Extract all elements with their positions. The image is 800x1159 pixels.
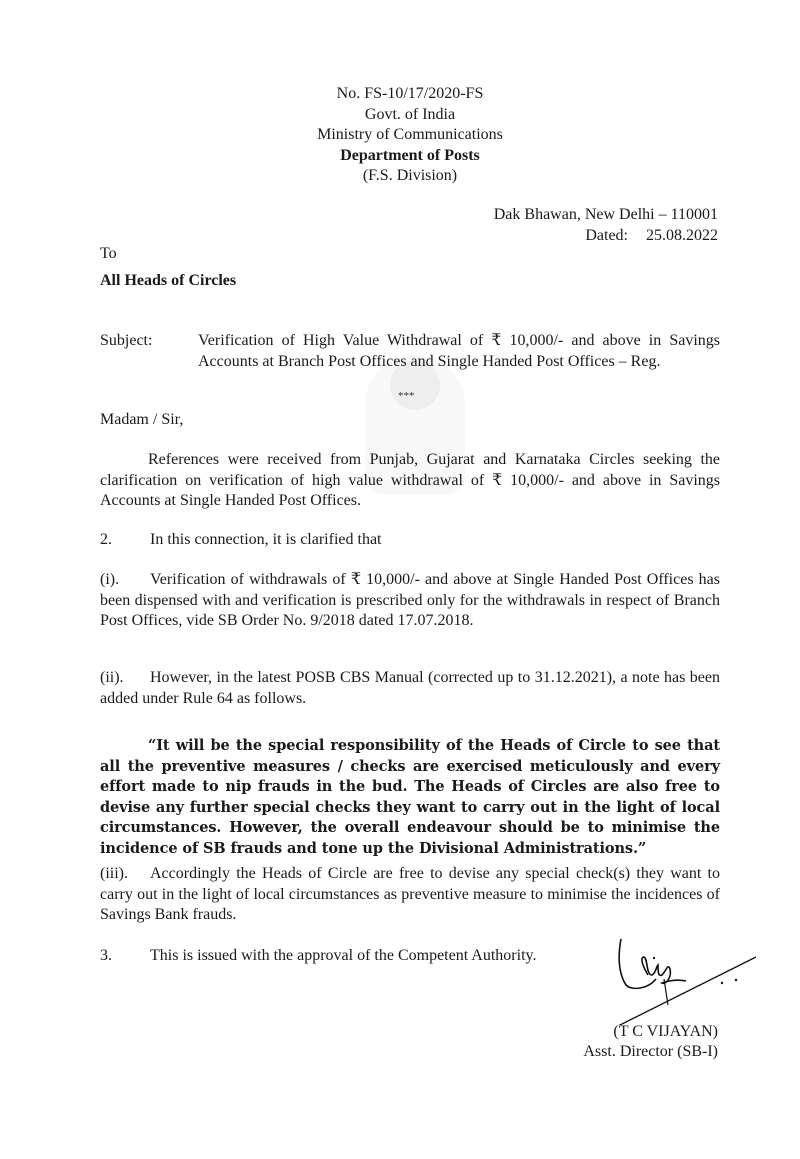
addressee: All Heads of Circles: [100, 272, 237, 289]
department-name: Department of Posts: [340, 146, 480, 164]
signatory-designation: Asst. Director (SB-I): [583, 1043, 718, 1060]
letterhead: [0, 84, 800, 187]
paragraph-number: 2.: [100, 531, 112, 548]
intro-paragraph: [100, 450, 720, 512]
file-number: No. FS-10/17/2020-FS: [336, 85, 484, 102]
paragraph-text: This is issued with the approval of the Competent Authority.: [150, 947, 537, 964]
intro-text: References were received from Punjab, Gujarat and Karnataka Circles seeking the clarification on verification of high value withdrawal of ₹ 10,000/- and above in Savings Accounts at Single Handed Post Offices.: [100, 451, 720, 509]
paragraph-2: [100, 530, 720, 551]
item-ii: [100, 668, 720, 709]
letter-date: 25.08.2022: [646, 226, 718, 244]
government-name: Govt. of India: [364, 105, 456, 123]
signatory-name: (T C VIJAYAN): [613, 1023, 718, 1040]
item-number: (ii).: [100, 669, 124, 686]
item-text: Accordingly the Heads of Circle are free to devise any special check(s) they want to carry out in the light of local circumstances as preventive measure to minimise the incidences of Savings Bank frauds.: [100, 865, 720, 923]
dated-label: Dated:: [585, 226, 628, 244]
handwritten-signature-icon: [596, 935, 756, 1025]
paragraph-number: 3.: [100, 947, 112, 964]
to-label: To: [100, 245, 117, 262]
item-number: (i).: [100, 571, 120, 588]
salutation: Madam / Sir,: [100, 411, 184, 428]
item-iii: [100, 864, 720, 926]
quote-text: “It will be the special responsibility of the Heads of Circle to see that all the preventive measures / checks are exercised meticulously and every effort made to nip frauds in the bud. The Heads of Circles are also free to devise any further special checks they want to carry out in the light of local circumstances. However, the overall endeavour should be to minimise the incidence of SB frauds and tone up the Divisional Administrations.”: [100, 737, 720, 857]
item-i: [100, 570, 720, 632]
separator-stars: ***: [398, 390, 415, 402]
paragraph-text: In this connection, it is clarified that: [150, 531, 382, 548]
address-block: [494, 205, 718, 246]
office-location: Dak Bhawan, New Delhi – 110001: [493, 206, 718, 223]
item-number: (iii).: [100, 865, 128, 882]
division-name: (F.S. Division): [362, 167, 458, 184]
date-line: [494, 226, 718, 247]
subject-text: Verification of High Value Withdrawal of ₹ 10,000/- and above in Savings Accounts at Branch Post Offices and Single Handed Post Offices – Reg.: [198, 332, 720, 370]
item-text: Verification of withdrawals of ₹ 10,000/- and above at Single Handed Post Offices has been dispensed with and verification is prescribed only for the withdrawals in respect of Branch Post Offices, vide SB Order No. 9/2018 dated 17.07.2018.: [100, 571, 720, 629]
quoted-rule-note: [100, 736, 720, 859]
ministry-name: Ministry of Communications: [317, 126, 503, 143]
item-text: However, in the latest POSB CBS Manual (corrected up to 31.12.2021), a note has been added under Rule 64 as follows.: [100, 669, 720, 707]
subject-label: Subject:: [100, 332, 153, 349]
